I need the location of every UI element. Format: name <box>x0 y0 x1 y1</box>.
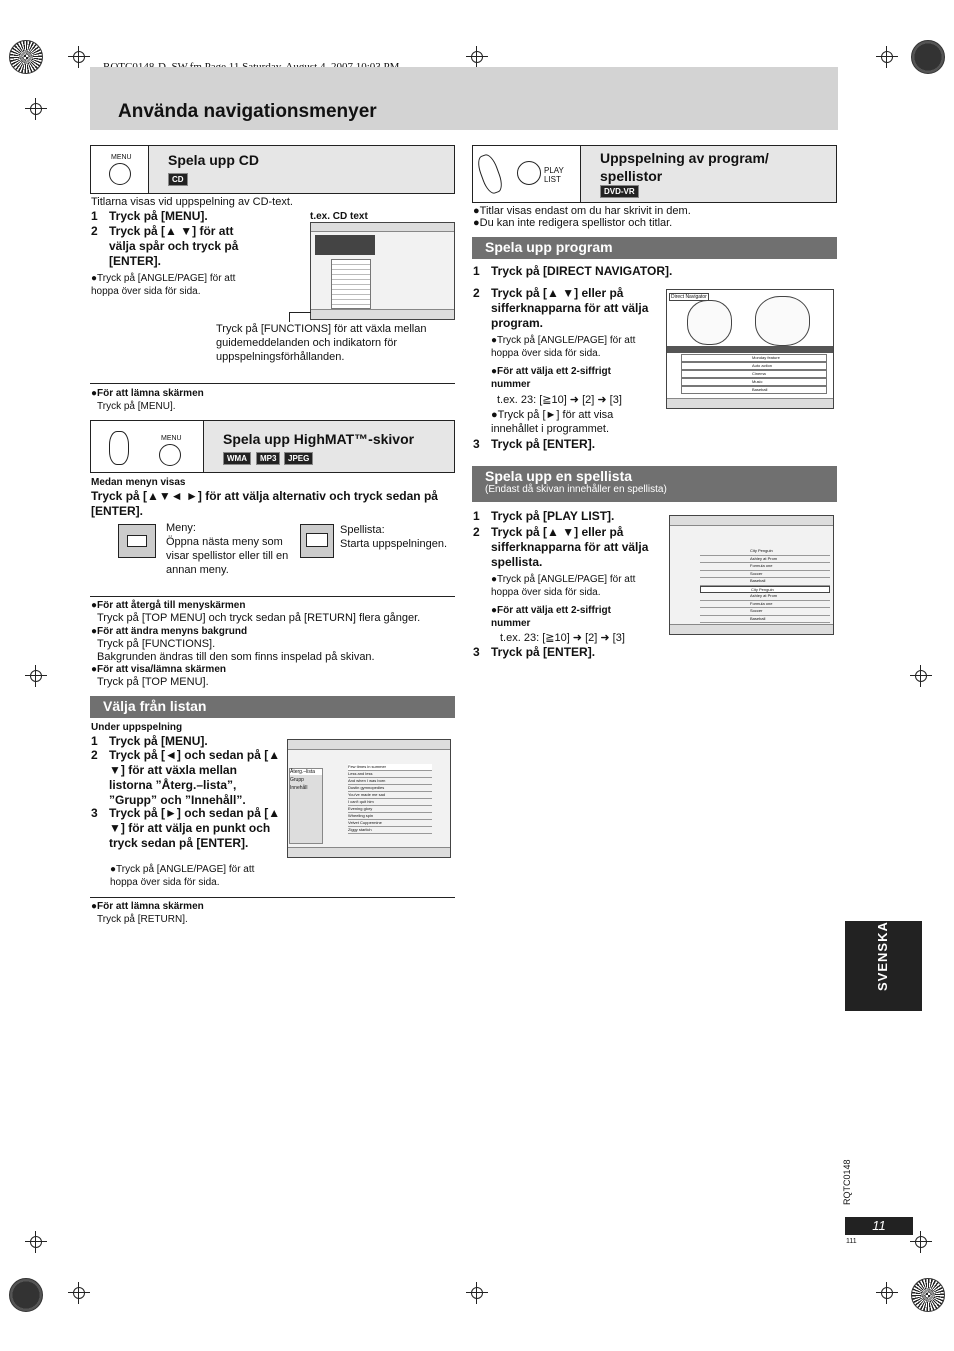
program-bullet-3: ●Tryck på [►] för att visa innehållet i programmet. <box>491 409 614 435</box>
language-side-tab: SVENSKA <box>845 921 922 1011</box>
menu-button-label: MENU <box>111 154 132 161</box>
crosshair-bottom-center-icon <box>466 1282 488 1304</box>
list-tab-1: Återg.–lista <box>290 769 322 775</box>
cd-header-box <box>90 145 455 194</box>
program-heading: Uppspelning av program/ spellistor <box>600 150 769 184</box>
program-note-1: ●Titlar visas endast om du har skrivit in dem. <box>473 205 691 217</box>
list-band: Välja från listan <box>90 696 455 718</box>
face-illustration-left <box>687 300 732 345</box>
dn-rows <box>681 354 827 394</box>
pl-row: Formula one <box>700 563 830 571</box>
page-title: Använda navigationsmenyer <box>118 101 377 122</box>
list-item: Wheeling spin <box>348 813 432 820</box>
page-small: 111 <box>846 1238 857 1245</box>
crosshair-left-mid-icon <box>25 665 47 687</box>
program-tag: DVD-VR <box>600 185 639 198</box>
highmat-note-3-text: Tryck på [TOP MENU]. <box>97 676 209 688</box>
title-bar <box>90 67 838 130</box>
highmat-tag-mp3: MP3 <box>256 452 280 465</box>
doc-code: RQTC0148 <box>842 1159 852 1205</box>
program-bullet-1: ●Tryck på [ANGLE/PAGE] för att hoppa över sida för sida. <box>491 335 636 359</box>
highmat-heading: Spela upp HighMAT™-skivor <box>223 431 415 447</box>
cd-bullet: ●Tryck på [ANGLE/PAGE] för att hoppa över sida för sida. <box>91 273 236 297</box>
highmat-note-2-heading: ●För att ändra menyns bakgrund <box>91 626 248 637</box>
pl-row: Soccer <box>700 571 830 579</box>
highmat-icon-cell <box>91 421 204 472</box>
list-item: Ziggy starlich <box>348 827 432 834</box>
playlist-thumbnail-icon <box>300 524 334 558</box>
play-list-label: PLAY LIST <box>544 166 564 184</box>
crosshair-top-left-icon <box>68 46 90 68</box>
list-exit-heading: ●För att lämna skärmen <box>91 901 204 912</box>
cd-callout-line-vertical <box>289 312 290 322</box>
registration-mark-bottom-right <box>911 1278 945 1312</box>
list-item: Dustin gymnopedies <box>348 785 432 792</box>
list-divider <box>90 897 455 898</box>
highmat-playlist-desc: Spellista: Starta uppspelningen. <box>340 524 448 550</box>
list-item: Evening glory <box>348 806 432 813</box>
crosshair-right-mid-icon <box>910 665 932 687</box>
highmat-note-2-text: Tryck på [FUNCTIONS]. Bakgrunden ändras till den som finns inspelad på skivan. <box>97 638 375 663</box>
crosshair-left-bottom-icon <box>25 1231 47 1253</box>
list-item: Few times in summer <box>348 764 432 771</box>
cd-exit-text: Tryck på [MENU]. <box>97 401 176 412</box>
highmat-menu-desc: Meny: Öppna nästa meny som visar spellistor eller till en annan meny. <box>166 522 289 576</box>
playlist-bullet-1: ●Tryck på [ANGLE/PAGE] för att hoppa över sida för sida. <box>491 574 636 598</box>
list-tab-2: Grupp <box>290 777 304 783</box>
highmat-menu-label: MENU <box>161 435 182 442</box>
pl-row: Ashley at Prom <box>700 593 830 601</box>
pl-row: Baseball <box>700 616 830 624</box>
list-item: You've made me sad <box>348 792 432 799</box>
cd-callout-line <box>289 312 311 313</box>
cd-icon-cell <box>91 146 149 193</box>
list-items <box>348 764 432 834</box>
program-band: Spela upp program <box>472 237 837 259</box>
crosshair-top-right-icon <box>876 46 898 68</box>
top-menu-button-icon <box>109 431 129 465</box>
pl-row: Ashley at Prom <box>700 556 830 564</box>
cd-functions-note: Tryck på [FUNCTIONS] för att växla mellan guidemeddelanden och indikatorn för uppspelningsförhållanden. <box>216 323 427 363</box>
registration-mark-top-left <box>9 40 43 74</box>
highmat-while-menu: Medan menyn visas <box>91 477 186 488</box>
registration-mark-top-right <box>911 40 945 74</box>
cd-intro: Titlarna visas vid uppspelning av CD-text. <box>91 196 293 208</box>
list-during: Under uppspelning <box>91 722 183 733</box>
dn-row: Music <box>681 378 827 386</box>
cd-example-label: t.ex. CD text <box>310 211 368 222</box>
program-bullet-2-heading: ●För att välja ett 2-siffrigt nummer <box>491 366 611 390</box>
highmat-note-3-heading: ●För att visa/lämna skärmen <box>91 664 226 675</box>
dn-row: Cinema <box>681 370 827 378</box>
crosshair-bottom-right-icon <box>876 1282 898 1304</box>
pl-row: Soccer <box>700 608 830 616</box>
highmat-divider <box>90 596 455 597</box>
dn-row: Auto action <box>681 362 827 370</box>
cd-exit-heading: ●För att lämna skärmen <box>91 388 204 399</box>
list-item: I can't quit him <box>348 799 432 806</box>
menu-button-icon <box>109 163 131 185</box>
playlist-band: Spela upp en spellista (Endast då skivan innehåller en spellista) <box>472 466 837 502</box>
crosshair-right-bottom-icon <box>910 1231 932 1253</box>
list-item: And when I was born <box>348 778 432 785</box>
face-illustration-right <box>755 296 810 346</box>
highmat-tag-wma: WMA <box>223 452 251 465</box>
cd-heading: Spela upp CD <box>168 152 260 168</box>
list-exit-text: Tryck på [RETURN]. <box>97 914 188 925</box>
crosshair-left-top-icon <box>25 98 47 120</box>
pl-row: City Penguin <box>700 586 830 594</box>
program-bullet-2-text: t.ex. 23: [≧10] ➜ [2] ➜ [3] <box>497 394 622 406</box>
playlist-bullet-2-heading: ●För att välja ett 2-siffrigt nummer <box>491 605 611 629</box>
registration-mark-bottom-left <box>9 1278 43 1312</box>
list-screen <box>287 739 451 858</box>
program-note-2: ●Du kan inte redigera spellistor och titlar. <box>473 217 673 229</box>
direct-navigator-screen <box>666 289 834 409</box>
pl-rows <box>700 548 830 623</box>
pl-row: Baseball <box>700 578 830 586</box>
program-header-box <box>472 145 837 203</box>
play-list-button-icon <box>517 161 541 185</box>
page-number: 11 <box>845 1217 913 1235</box>
list-item: Velvet Cuppermine <box>348 820 432 827</box>
direct-navigator-title: Direct Navigator <box>671 294 707 300</box>
list-bullet: ●Tryck på [ANGLE/PAGE] för att hoppa över sida för sida. <box>110 864 255 888</box>
cd-divider <box>90 383 455 384</box>
highmat-menu-button-icon <box>159 444 181 466</box>
highmat-instruction: Tryck på [▲▼◄ ►] för att välja alternativ och tryck sedan på [ENTER]. <box>91 489 438 518</box>
direct-navigator-button-icon <box>475 152 506 196</box>
playlist-bullet-2-text: t.ex. 23: [≧10] ➜ [2] ➜ [3] <box>500 632 625 644</box>
playlist-screen <box>669 515 834 635</box>
menu-thumbnail-icon <box>118 524 156 558</box>
dn-row: Monday feature <box>681 354 827 362</box>
dn-row: Baseball <box>681 386 827 394</box>
cd-tag: CD <box>168 173 188 186</box>
program-icon-cell <box>473 146 581 202</box>
list-tab-3: Innehåll <box>290 785 308 791</box>
pl-row: Formula one <box>700 601 830 609</box>
cd-text-screen <box>310 222 455 320</box>
highmat-tag-jpeg: JPEG <box>284 452 313 465</box>
highmat-header-box <box>90 420 455 473</box>
highmat-note-1-text: Tryck på [TOP MENU] och tryck sedan på [RETURN] flera gånger. <box>97 612 421 624</box>
pl-row: City Penguin <box>700 548 830 556</box>
crosshair-bottom-left-icon <box>68 1282 90 1304</box>
list-item: Less and less <box>348 771 432 778</box>
crosshair-top-center-icon <box>466 46 488 68</box>
highmat-note-1-heading: ●För att återgå till menyskärmen <box>91 600 246 611</box>
